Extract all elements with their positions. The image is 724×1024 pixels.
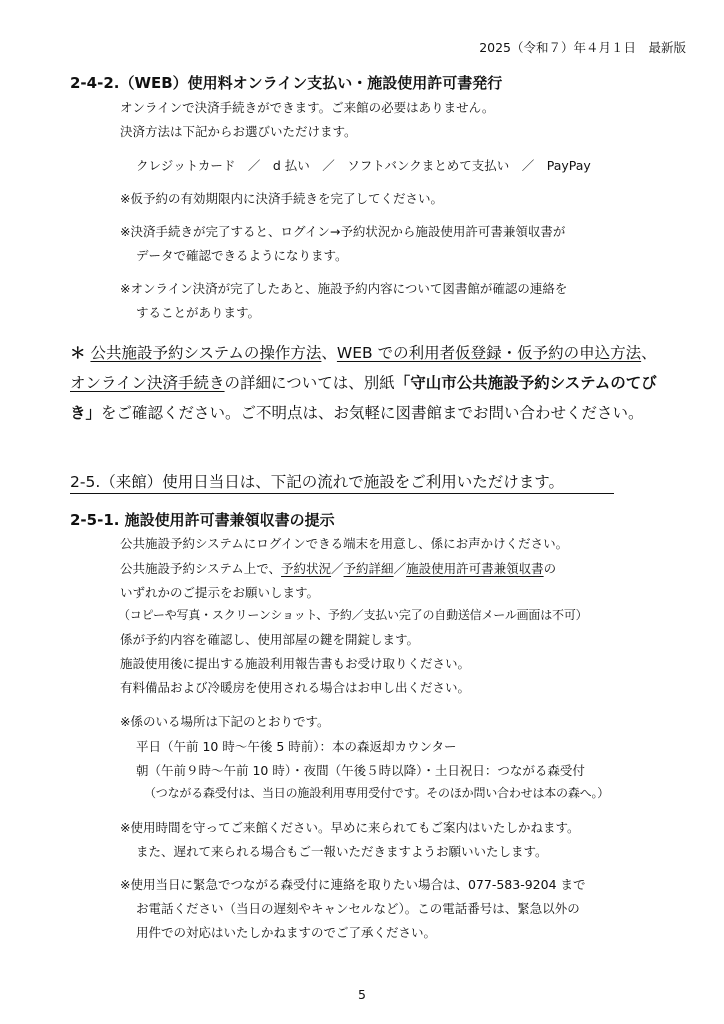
present-line7: 有料備品および冷暖房を使用される場合はお申し出ください。 [120, 680, 471, 695]
guide-reference-note [70, 338, 660, 428]
emergency-note-line1: ※使用当日に緊急でつながる森受付に連絡を取りたい場合は、077-583-9204 まで [120, 877, 586, 892]
section-2-5-1-heading: 2-5-1. 施設使用許可書兼領収書の提示 [70, 511, 335, 529]
guide-note-mid: の詳細については、別紙 [224, 374, 395, 392]
present-line5: 係が予約内容を確認し、使用部屋の鍵を開錠します。 [120, 632, 420, 647]
present-line3: いずれかのご提示をお願いします。 [120, 585, 320, 600]
emergency-note-line2: お電話ください（当日の遅刻やキャンセルなど）。この電話番号は、緊急以外の [136, 901, 580, 916]
separator: ／ [331, 561, 344, 576]
note-receipt-line2: データで確認できるようになります。 [136, 248, 348, 263]
staff-location-remark: （つながる森受付は、当日の施設利用専用受付です。そのほか問い合わせは本の森へ。） [144, 786, 610, 800]
emergency-note-line3: 用件での対応はいたしかねますのでご了承ください。 [136, 925, 437, 940]
separator: ／ [393, 561, 407, 576]
staff-location-weekday: 平日（午前 10 時～午後 5 時前）：本の森返却カウンター [136, 739, 457, 754]
online-payment-line1: オンラインで決済手続きができます。ご来館の必要はありません。 [120, 100, 495, 115]
guide-note-tail: をご確認ください。ご不明点は、お気軽に図書館までお問い合わせください。 [101, 404, 644, 422]
note-contact-line2: することがあります。 [136, 305, 261, 320]
time-note-line2: また、遅れて来られる場合もご一報いただきますようお願いいたします。 [136, 844, 548, 859]
present-line2-prefix: 公共施設予約システム上で、 [120, 561, 282, 576]
screen-reservation-details: 予約詳細 [343, 561, 394, 576]
separator: 、 [641, 344, 657, 362]
staff-location-note: ※係のいる場所は下記のとおりです。 [120, 714, 330, 729]
time-note-line1: ※使用時間を守ってご来館ください。早めに来られてもご案内はいたしかねます。 [120, 820, 580, 835]
guide-topic-registration: WEB での利用者仮登録・仮予約の申込方法 [336, 344, 642, 362]
screen-reservation-status: 予約状況 [281, 561, 332, 576]
note-contact-line1: ※オンライン決済が完了したあと、施設予約内容について図書館が確認の連絡を [120, 281, 568, 296]
guide-topic-operation: 公共施設予約システムの操作方法 [90, 344, 322, 362]
section-2-4-2-heading: 2-4-2.（WEB）使用料オンライン支払い・施設使用許可書発行 [70, 74, 503, 92]
page-number: 5 [358, 987, 366, 1002]
staff-location-offhours: 朝（午前９時～午前 10 時）・夜間（午後５時以降）・土日祝日：つながる森受付 [136, 763, 585, 778]
present-line2-suffix: の [543, 561, 557, 576]
online-payment-line2: 決済方法は下記からお選びいただけます。 [120, 124, 357, 139]
note-receipt-line1: ※決済手続きが完了すると、ログイン→予約状況から施設使用許可書兼領収書が [120, 224, 566, 239]
present-line6: 施設使用後に提出する施設利用報告書もお受け取りください。 [120, 656, 471, 671]
present-line2 [120, 558, 556, 579]
revision-date: 2025（令和７）年４月１日 最新版 [479, 40, 686, 55]
guide-title: 「守山市公共施設予約システムのてびき」 [70, 374, 657, 422]
screen-permit-receipt: 施設使用許可書兼領収書 [406, 561, 544, 576]
payment-methods: クレジットカード ／ d 払い ／ ソフトバンクまとめて支払い ／ PayPay [136, 158, 591, 173]
note-deadline: ※仮予約の有効期限内に決済手続きを完了してください。 [120, 191, 443, 206]
separator: 、 [321, 344, 337, 362]
guide-topic-online-payment: オンライン決済手続き [70, 374, 225, 392]
asterisk-mark: ＊ [70, 344, 86, 362]
section-2-5-heading: 2-5.（来館）使用日当日は、下記の流れで施設をご利用いただけます。 [70, 470, 614, 494]
present-exclusion: （コピーや写真・スクリーンショット、予約／支払い完了の自動送信メール画面は不可） [118, 608, 588, 622]
present-line1: 公共施設予約システムにログインできる端末を用意し、係にお声かけください。 [120, 536, 569, 551]
